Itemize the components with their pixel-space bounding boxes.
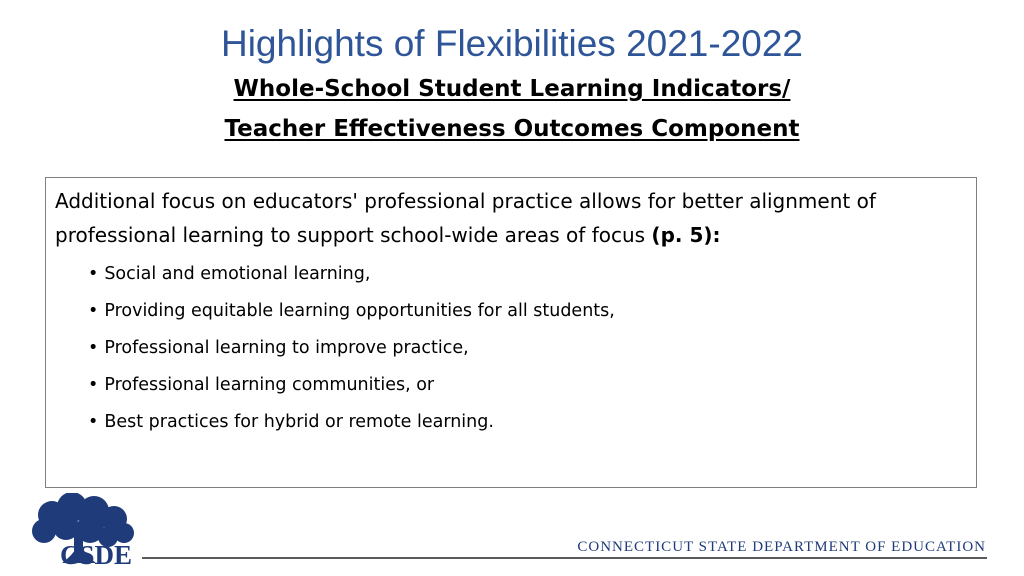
bullet-list [55, 256, 966, 441]
bullet-icon: • [88, 264, 99, 284]
bullet-item: • Professional learning to improve practice, [88, 338, 469, 358]
bullet-icon: • [88, 375, 99, 395]
subtitle-line-1: Whole-School Student Learning Indicators/ [233, 76, 791, 102]
subtitle-line-2: Teacher Effectiveness Outcomes Component [224, 116, 800, 142]
intro-paragraph: Additional focus on educators' professional practice allows for better alignment of professional learning to support school-wide areas of focus (p. 5): [55, 189, 876, 247]
bullet-icon: • [88, 338, 99, 358]
content-box [45, 177, 977, 488]
bullet-item: • Best practices for hybrid or remote learning. [88, 412, 494, 432]
department-name: CONNECTICUT STATE DEPARTMENT OF EDUCATION [577, 539, 986, 555]
footer-divider [142, 557, 987, 559]
bullet-icon: • [88, 301, 99, 321]
bullet-item: • Social and emotional learning, [88, 264, 371, 284]
bullet-item: • Professional learning communities, or [88, 375, 435, 395]
slide-title: Highlights of Flexibilities 2021-2022 [220, 23, 804, 64]
page-reference: (p. 5): [651, 223, 721, 247]
bullet-icon: • [88, 412, 99, 432]
bullet-item: • Providing equitable learning opportunities for all students, [88, 301, 615, 321]
logo-text: CSDE [60, 540, 133, 570]
